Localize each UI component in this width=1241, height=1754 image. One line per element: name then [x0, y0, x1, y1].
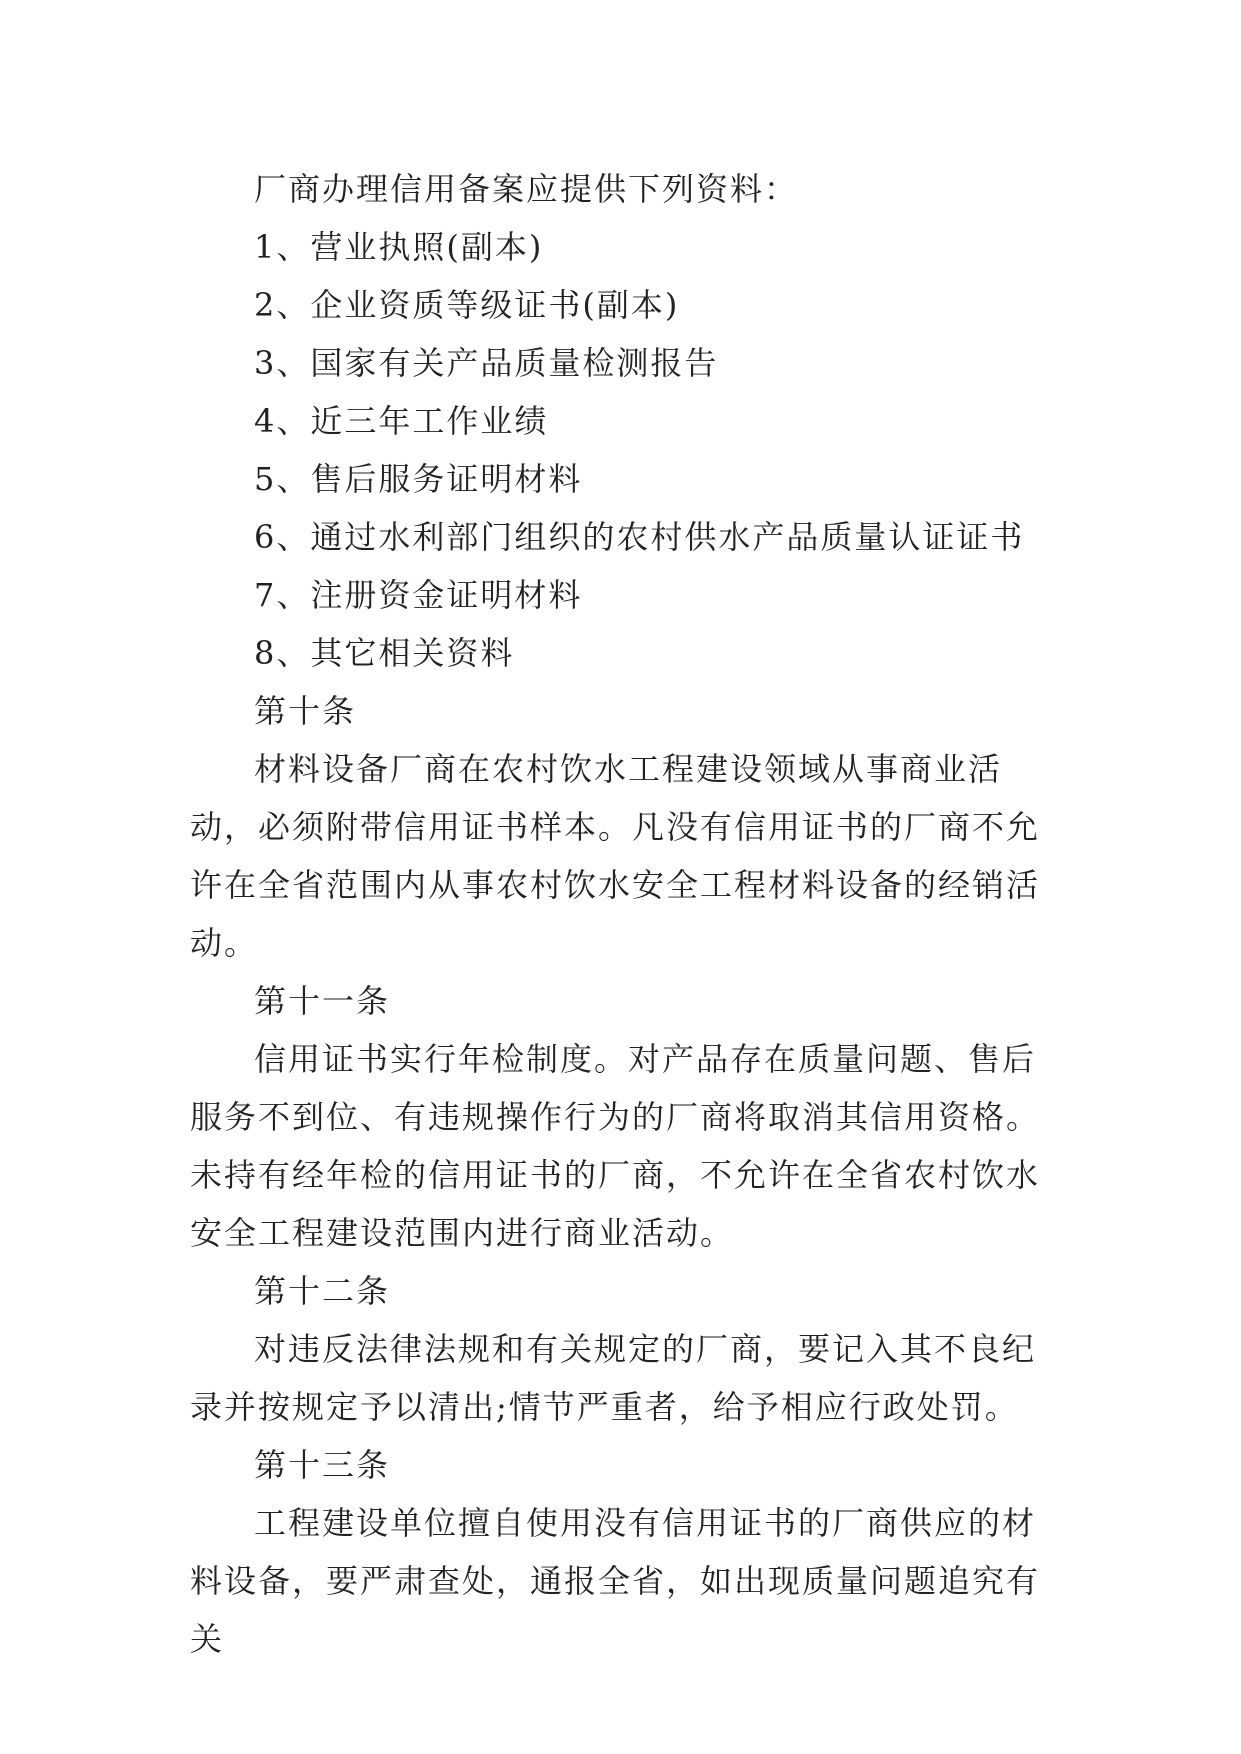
article-10-body: 材料设备厂商在农村饮水工程建设领域从事商业活动，必须附带信用证书样本。凡没有信用证书的厂商不允许在全省范围内从事农村饮水安全工程材料设备的经销活动。: [190, 750, 1041, 962]
article-12-heading: 第十二条: [254, 1272, 391, 1310]
article-12-body: 对违反法律法规和有关规定的厂商，要记入其不良纪录并按规定予以清出;情节严重者，给予相应行政处罚。: [190, 1330, 1037, 1426]
list-item: 8、其它相关资料: [254, 634, 515, 672]
article-11-heading: 第十一条: [254, 982, 391, 1020]
list-item: 2、企业资质等级证书(副本): [254, 286, 680, 324]
article-13-heading: 第十三条: [254, 1446, 391, 1484]
list-item: 4、近三年工作业绩: [254, 402, 549, 440]
list-item: 3、国家有关产品质量检测报告: [254, 344, 719, 382]
article-10-heading: 第十条: [254, 692, 357, 730]
article-13-body: 工程建设单位擅自使用没有信用证书的厂商供应的材料设备，要严肃查处，通报全省，如出现质量问题追究有关: [190, 1504, 1041, 1658]
list-item: 5、售后服务证明材料: [254, 460, 583, 498]
list-item: 1、营业执照(副本): [254, 228, 544, 266]
intro-paragraph: 厂商办理信用备案应提供下列资料：: [254, 170, 799, 208]
list-item: 7、注册资金证明材料: [254, 576, 583, 614]
article-11-body: 信用证书实行年检制度。对产品存在质量问题、售后服务不到位、有违规操作行为的厂商将取消其信用资格。未持有经年检的信用证书的厂商，不允许在全省农村饮水安全工程建设范围内进行商业活动。: [190, 1040, 1041, 1252]
list-item: 6、通过水利部门组织的农村供水产品质量认证证书: [254, 518, 1025, 556]
document-body: [190, 160, 1050, 1668]
